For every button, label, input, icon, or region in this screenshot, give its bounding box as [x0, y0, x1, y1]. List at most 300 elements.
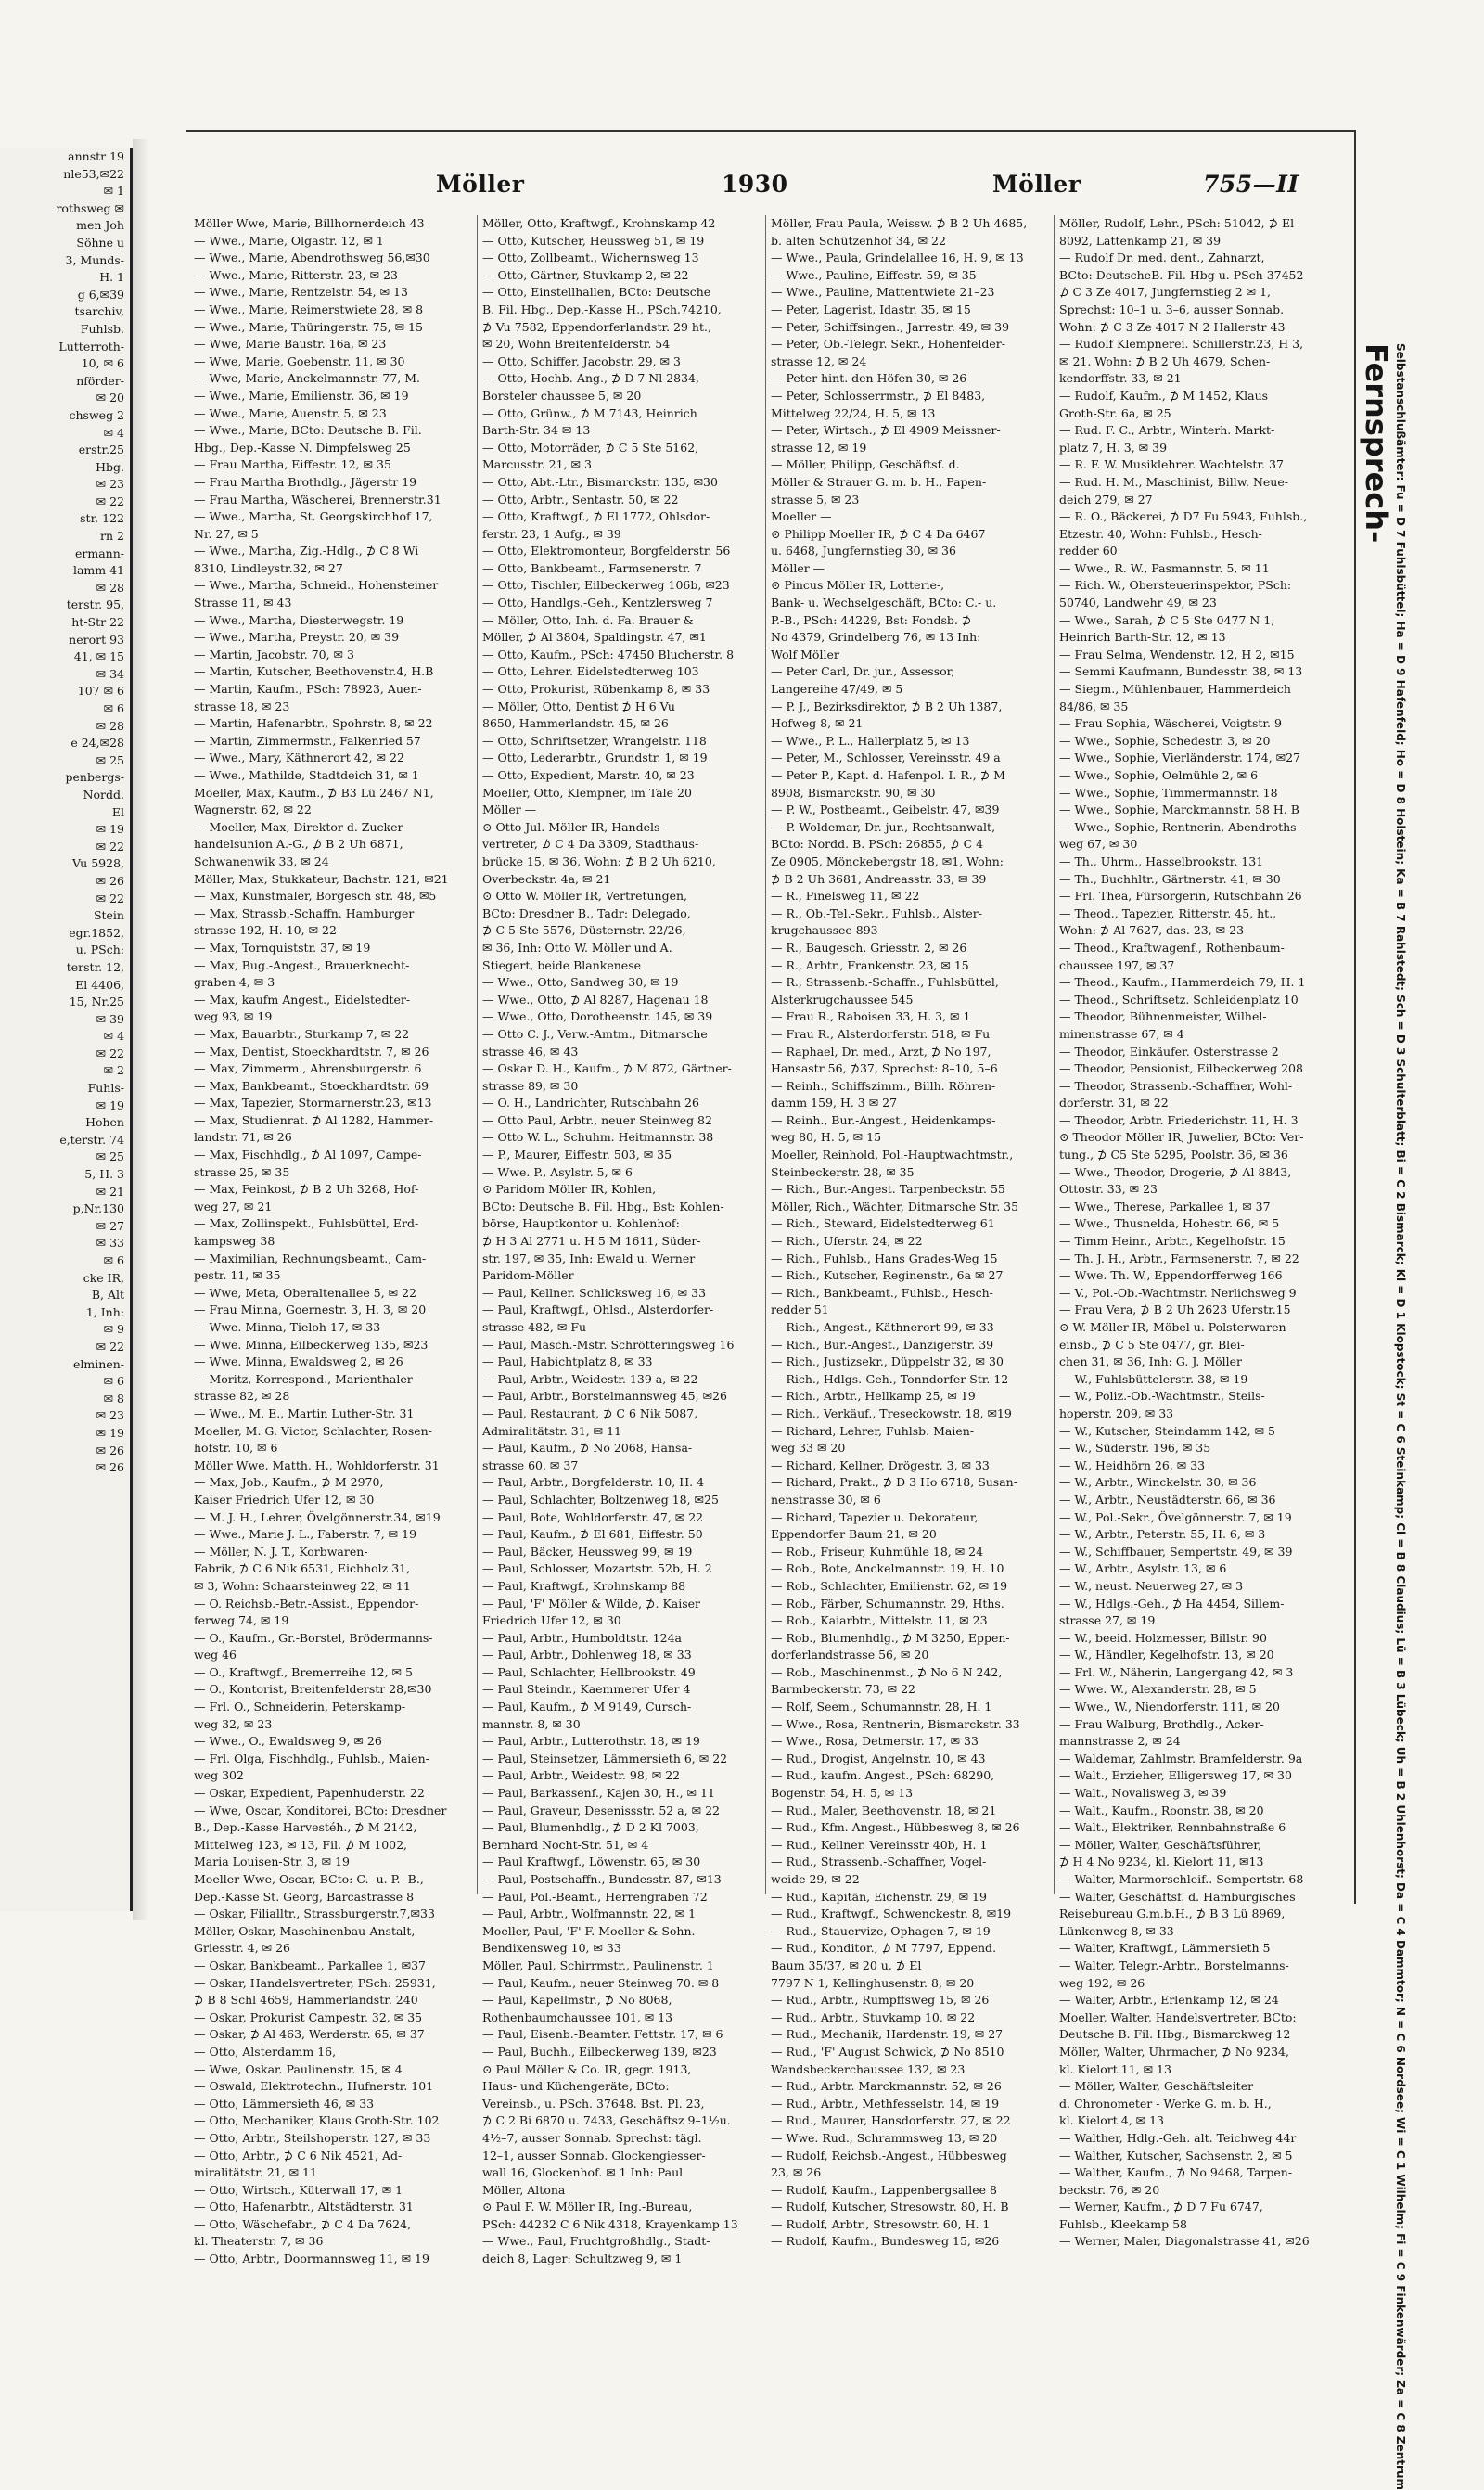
directory-entry-line: — Frau Vera, ⊅ B 2 Uh 2623 Uferstr.15 [1059, 1303, 1291, 1317]
directory-entry-line: Stiegert, beide Blankenese [482, 957, 642, 972]
left-page-line: tsarchiv, [74, 304, 124, 319]
directory-entry-line: — Otto, Schriftsetzer, Wrangelstr. 118 [482, 733, 707, 748]
directory-entry-line: — Rich., Arbtr., Hellkamp 25, ✉ 19 [771, 1389, 976, 1404]
directory-entry-line: Langereihe 47/49, ✉ 5 [771, 682, 903, 697]
left-page-line: p,Nr.130 [72, 1201, 124, 1216]
directory-entry-line: — Moeller, Max, Direktor d. Zucker- [194, 819, 407, 834]
directory-entry-line: — Walt., Erzieher, Elligersweg 17, ✉ 30 [1059, 1768, 1292, 1783]
directory-entry-line: 8092, Lattenkamp 21, ✉ 39 [1059, 233, 1222, 248]
column-4 [1059, 215, 1334, 2249]
directory-entry-line: Wohn: ⊅ Al 7627, das. 23, ✉ 23 [1059, 923, 1245, 938]
directory-entry-line: — Frl. Olga, Fischhdlg., Fuhlsb., Maien- [194, 1751, 429, 1765]
directory-entry-line: — Rich., Kutscher, Reginenstr., 6a ✉ 27 [771, 1268, 1004, 1283]
directory-entry-line: — Paul, Bote, Wohldorferstr. 47, ✉ 22 [482, 1509, 704, 1524]
directory-entry-line: ferstr. 23, 1 Aufg., ✉ 39 [482, 526, 621, 541]
directory-entry-line: — P., Maurer, Eiffestr. 503, ✉ 35 [482, 1148, 672, 1162]
directory-entry-line: — W., Süderstr. 196, ✉ 35 [1059, 1441, 1211, 1456]
directory-entry-line: Möller, Otto, Kraftwgf., Krohnskamp 42 [482, 216, 716, 230]
directory-entry-line: — R., Pinelsweg 11, ✉ 22 [771, 889, 920, 904]
directory-entry-line: — W., neust. Neuerweg 27, ✉ 3 [1059, 1578, 1244, 1593]
directory-entry-line: 84/86, ✉ 35 [1059, 699, 1129, 713]
directory-entry-line: — Timm Heinr., Arbtr., Kegelhofstr. 15 [1059, 1234, 1286, 1249]
directory-entry-line: — Frl. W., Näherin, Langergang 42, ✉ 3 [1059, 1664, 1294, 1679]
left-page-line: ✉ 22 [96, 1046, 124, 1060]
left-page-line: ✉ 23 [96, 477, 124, 492]
directory-entry-line: — Walter, Kraftwgf., Lämmersieth 5 [1059, 1941, 1271, 1956]
directory-entry-line: — Otto W. L., Schuhm. Heitmannstr. 38 [482, 1130, 714, 1145]
left-page-line: str. 122 [80, 511, 124, 526]
directory-entry-line: — Rud., Arbtr., Methfesselstr. 14, ✉ 19 [771, 2096, 1000, 2111]
directory-entry-line: — Walt., Elektriker, Rennbahnstraße 6 [1059, 1820, 1286, 1835]
book-gutter [133, 139, 149, 1920]
directory-entry-line: Wandsbeckerchaussee 132, ✉ 23 [771, 2061, 966, 2076]
directory-entry-line: — Richard, Kellner, Drögestr. 3, ✉ 33 [771, 1457, 990, 1472]
directory-entry-line: Lünkenweg 8, ✉ 33 [1059, 1923, 1174, 1938]
left-page-line: ermann- [74, 545, 124, 560]
directory-entry-line: ⊙ W. Möller IR, Möbel u. Polsterwaren- [1059, 1320, 1290, 1334]
directory-entry-line: — Maximilian, Rechnungsbeamt., Cam- [194, 1251, 427, 1265]
directory-entry-line: ⊙ Otto W. Möller IR, Vertretungen, [482, 889, 688, 904]
directory-entry-line: Sprechst: 10–1 u. 3–6, ausser Sonnab. [1059, 302, 1285, 316]
directory-entry-line: — Frau Selma, Wendenstr. 12, H 2, ✉15 [1059, 647, 1295, 661]
directory-entry-line: — Wwe., Marie J. L., Faberstr. 7, ✉ 19 [194, 1527, 417, 1542]
directory-entry-line: Wolf Möller [771, 647, 839, 661]
left-page-line: ✉ 4 [103, 1029, 124, 1044]
directory-entry-line: — Oskar, ⊅ Al 463, Werderstr. 65, ✉ 37 [194, 2027, 425, 2042]
directory-entry-line: — Paul, Buchh., Eilbeckerweg 139, ✉23 [482, 2044, 717, 2059]
directory-entry-line: — V., Pol.-Ob.-Wachtmstr. Nerlichsweg 9 [1059, 1285, 1297, 1300]
directory-entry-line: — Frau Sophia, Wäscherei, Voigtstr. 9 [1059, 716, 1282, 731]
directory-entry-line: — Walt., Novalisweg 3, ✉ 39 [1059, 1786, 1227, 1801]
directory-entry-line: — Rudolf Klempnerei. Schillerstr.23, H 3, [1059, 337, 1304, 352]
left-page-line: chsweg 2 [69, 407, 124, 422]
directory-entry-line: — Rich., Bur.-Angest. Tarpenbeckstr. 55 [771, 1182, 1005, 1197]
directory-entry-line: — P. J., Bezirksdirektor, ⊅ B 2 Uh 1387, [771, 699, 1003, 713]
directory-entry-line: — Oswald, Elektrotechn., Hufnerstr. 101 [194, 2079, 434, 2094]
directory-entry-line: ⊅ C 2 Bi 6870 u. 7433, Geschäftsz 9–1½u. [482, 2113, 731, 2128]
left-page-line: Hbg. [96, 459, 124, 474]
directory-entry-line: ✉ 36, Inh: Otto W. Möller und A. [482, 940, 672, 955]
directory-entry-line: — Wwe., Pauline, Mattentwiete 21–23 [771, 285, 995, 300]
column-divider [477, 215, 478, 1894]
directory-entry-line: — Otto, Mechaniker, Klaus Groth-Str. 102 [194, 2113, 440, 2128]
directory-entry-line: strasse 12, ✉ 19 [771, 440, 867, 455]
directory-entry-line: strasse 5, ✉ 23 [771, 492, 860, 507]
directory-entry-line: Möller, Frau Paula, Weissw. ⊅ B 2 Uh 4685, [771, 216, 1028, 230]
directory-entry-line: — Rud., Kfm. Angest., Hübbesweg 8, ✉ 26 [771, 1820, 1020, 1835]
left-page-line: Vu 5928, [71, 856, 124, 871]
left-page-line: Stein [93, 908, 124, 923]
directory-entry-line: dorferlandstrasse 56, ✉ 20 [771, 1648, 929, 1662]
directory-entry-line: — Wwe., Marie, Emilienstr. 36, ✉ 19 [194, 388, 409, 403]
left-page-line: ✉ 27 [96, 1218, 124, 1233]
header-page-number: 755—II [1203, 171, 1299, 198]
directory-entry-line: — Paul, Barkassenf., Kajen 30, H., ✉ 11 [482, 1786, 715, 1801]
directory-entry-line: Overbeckstr. 4a, ✉ 21 [482, 871, 611, 886]
left-page-line: 3, Munds- [65, 252, 124, 267]
directory-entry-line: — W., Arbtr., Asylstr. 13, ✉ 6 [1059, 1561, 1227, 1576]
directory-entry-line: hoperstr. 209, ✉ 33 [1059, 1405, 1174, 1420]
left-page-line: ✉ 6 [103, 701, 124, 715]
directory-entry-line: Deutsche B. Fil. Hbg., Bismarckweg 12 [1059, 2027, 1291, 2042]
left-page-line: ✉ 23 [96, 1408, 124, 1423]
directory-entry-line: — Frau Martha, Eiffestr. 12, ✉ 35 [194, 457, 391, 472]
directory-entry-line: ⊅ B 2 Uh 3681, Andreasstr. 33, ✉ 39 [771, 871, 987, 886]
directory-entry-line: — Rudolf, Reichsb.-Angest., Hübbesweg [771, 2148, 1007, 2163]
left-page-line: ✉ 22 [96, 891, 124, 905]
directory-entry-line: — Paul, Arbtr., Weidestr. 139 a, ✉ 22 [482, 1371, 698, 1386]
directory-entry-line: — Peter, Ob.-Telegr. Sekr., Hohenfelder- [771, 337, 1006, 352]
directory-entry-line: landstr. 71, ✉ 26 [194, 1130, 292, 1145]
directory-entry-line: — Richard, Lehrer, Fuhlsb. Maien- [771, 1423, 975, 1438]
directory-entry-line: PSch: 44232 C 6 Nik 4318, Krayenkamp 13 [482, 2216, 738, 2231]
directory-entry-line: — Walter, Telegr.-Arbtr., Borstelmanns- [1059, 1957, 1289, 1972]
directory-entry-line: — Th. J. H., Arbtr., Farmsenerstr. 7, ✉ 22 [1059, 1251, 1299, 1265]
directory-entry-line: Moeller, Max, Kaufm., ⊅ B3 Lü 2467 N1, [194, 785, 434, 800]
directory-entry-line: B., Dep.-Kasse Harvestéh., ⊅ M 2142, [194, 1820, 417, 1835]
directory-entry-line: — Möller, Otto, Dentist ⊅ H 6 Vu [482, 699, 675, 713]
directory-entry-line: strasse 46, ✉ 43 [482, 1044, 579, 1059]
left-page-line: 107 ✉ 6 [77, 684, 124, 699]
directory-entry-line: — Wwe., Paul, Fruchtgroßhdlg., Stadt- [482, 2234, 710, 2249]
directory-entry-line: — Max, Zollinspekt., Fuhlsbüttel, Erd- [194, 1216, 419, 1231]
directory-entry-line: ⊙ Paul Möller & Co. IR, gegr. 1913, [482, 2061, 692, 2076]
directory-entry-line: weg 93, ✉ 19 [194, 1009, 273, 1024]
directory-entry-line: ⊙ Philipp Moeller IR, ⊅ C 4 Da 6467 [771, 526, 986, 541]
directory-entry-line: — Wwe., Marie, Reimerstwiete 28, ✉ 8 [194, 302, 424, 316]
directory-entry-line: — Otto, Grünw., ⊅ M 7143, Heinrich [482, 405, 697, 420]
directory-entry-line: Haus- und Küchengeräte, BCto: [482, 2079, 670, 2094]
directory-entry-line: — Wwe, Marie, Goebenstr. 11, ✉ 30 [194, 353, 405, 368]
left-page-line: u. PSch: [75, 943, 124, 957]
directory-entry-line: — Wwe., Pauline, Eiffestr. 59, ✉ 35 [771, 267, 977, 282]
directory-entry-line: Heinrich Barth-Str. 12, ✉ 13 [1059, 630, 1226, 645]
directory-entry-line: — Paul, Schlosser, Mozartstr. 52b, H. 2 [482, 1561, 712, 1576]
directory-entry-line: — Martin, Jacobstr. 70, ✉ 3 [194, 647, 354, 661]
directory-entry-line: — Rud., Arbtr. Marckmannstr. 52, ✉ 26 [771, 2079, 1002, 2094]
directory-entry-line: — M. J. H., Lehrer, Övelgönnerstr.34, ✉19 [194, 1509, 441, 1524]
directory-entry-line: — Wwe, Meta, Oberaltenallee 5, ✉ 22 [194, 1285, 416, 1300]
directory-entry-line: — Otto, Handlgs.-Geh., Kentzlersweg 7 [482, 596, 713, 610]
directory-entry-line: — Oskar, Prokurist Campestr. 32, ✉ 35 [194, 2009, 423, 2024]
directory-entry-line: Möller Wwe. Matth. H., Wohldorferstr. 31 [194, 1457, 440, 1472]
left-page-line: ✉ 2 [103, 1063, 124, 1078]
column-divider [765, 215, 766, 1894]
directory-entry-line: — Moritz, Korrespond., Marienthaler- [194, 1371, 416, 1386]
directory-entry-line: ⊙ Otto Jul. Möller IR, Handels- [482, 819, 664, 834]
directory-entry-line: — Max, Bauarbtr., Sturkamp 7, ✉ 22 [194, 1026, 410, 1041]
directory-entry-line: — Th., Uhrm., Hasselbrookstr. 131 [1059, 854, 1264, 868]
directory-entry-line: — W., Pol.-Sekr., Övelgönnerstr. 7, ✉ 19 [1059, 1509, 1292, 1524]
directory-entry-line: strasse 82, ✉ 28 [194, 1389, 290, 1404]
directory-entry-line: Möller, Altona [482, 2182, 566, 2197]
directory-entry-line: — Möller, N. J. T., Korbwaren- [194, 1544, 368, 1559]
left-page-line: 15, Nr.25 [69, 995, 124, 1009]
directory-entry-line: — Theod., Tapezier, Ritterstr. 45, ht., [1059, 905, 1277, 920]
directory-entry-line: — Paul Steindr., Kaemmerer Ufer 4 [482, 1682, 691, 1697]
left-page-line: 41, ✉ 15 [73, 649, 124, 664]
directory-entry-line: — Theodor, Einkäufer. Osterstrasse 2 [1059, 1044, 1279, 1059]
directory-entry-line: Mittelweg 22/24, H. 5, ✉ 13 [771, 405, 936, 420]
directory-entry-line: ⊙ Paul F. W. Möller IR, Ing.-Bureau, [482, 2200, 693, 2214]
directory-entry-line: — Peter Carl, Dr. jur., Assessor, [771, 664, 955, 679]
directory-entry-line: — Rob., Schlachter, Emilienstr. 62, ✉ 19 [771, 1578, 1008, 1593]
directory-entry-line: — Raphael, Dr. med., Arzt, ⊅ No 197, [771, 1044, 991, 1059]
directory-entry-line: — Paul, Postschaffn., Bundesstr. 87, ✉13 [482, 1872, 722, 1886]
directory-entry-line: — Otto, Lehrer. Eidelstedterweg 103 [482, 664, 699, 679]
left-page-line: annstr 19 [68, 149, 124, 163]
directory-entry-line: — Wwe., Marie, Auenstr. 5, ✉ 23 [194, 405, 387, 420]
directory-entry-line: — Otto, Arbtr., Sentastr. 50, ✉ 22 [482, 492, 679, 507]
directory-entry-line: strasse 192, H. 10, ✉ 22 [194, 923, 337, 938]
left-page-line: ✉ 34 [96, 666, 124, 681]
directory-entry-line: kl. Theaterstr. 7, ✉ 36 [194, 2234, 324, 2249]
directory-entry-line: kl. Kielort 11, ✉ 13 [1059, 2061, 1171, 2076]
directory-entry-line: — Max, Bug.-Angest., Brauerknecht- [194, 957, 410, 972]
directory-entry-line: Vereinsb., u. PSch. 37648. Bst. Pl. 23, [482, 2096, 705, 2111]
directory-entry-line: — Paul, Masch.-Mstr. Schrötteringsweg 16 [482, 1337, 735, 1352]
directory-entry-line: — Otto, Gärtner, Stuvkamp 2, ✉ 22 [482, 267, 689, 282]
directory-entry-line: — Wwe., Sophie, Marckmannstr. 58 H. B [1059, 802, 1299, 817]
directory-entry-line: — Rud., Maler, Beethovenstr. 18, ✉ 21 [771, 1803, 997, 1817]
directory-entry-line: — Wwe., Sophie, Schedestr. 3, ✉ 20 [1059, 733, 1271, 748]
directory-entry-line: — Wwe., Mary, Käthnerort 42, ✉ 22 [194, 751, 404, 765]
left-page-line: ✉ 28 [96, 580, 124, 595]
directory-entry-line: — Rob., Bote, Anckelmannstr. 19, H. 10 [771, 1561, 1004, 1576]
directory-entry-line: — Rich. W., Obersteuerinspektor, PSch: [1059, 578, 1292, 593]
directory-entry-line: weg 192, ✉ 26 [1059, 1975, 1145, 1990]
left-page-fragment [0, 148, 133, 1911]
left-page-line: ✉ 22 [96, 1339, 124, 1354]
directory-entry-line: — Wwe. Th. W., Eppendorfferweg 166 [1059, 1268, 1283, 1283]
left-page-line: terstr. 12, [66, 959, 124, 974]
header-right-name: Möller [992, 171, 1081, 198]
directory-entry-line: mannstrasse 2, ✉ 24 [1059, 1734, 1181, 1749]
directory-entry-line: — Paul, 'F' Möller & Wilde, ⊅. Kaiser [482, 1596, 701, 1611]
directory-entry-line: — Rob., Färber, Schumannstr. 29, Hths. [771, 1596, 1004, 1611]
directory-entry-line: — Wwe., Marie, Ritterstr. 23, ✉ 23 [194, 267, 398, 282]
directory-entry-line: — Frl. O., Schneiderin, Peterskamp- [194, 1700, 406, 1714]
directory-entry-line: 4½–7, ausser Sonnab. Sprechst: tägl. [482, 2130, 702, 2145]
directory-entry-line: — P. W., Postbeamt., Geibelstr. 47, ✉39 [771, 802, 1000, 817]
directory-entry-line: — Walther, Hdlg.-Geh. alt. Teichweg 44r [1059, 2130, 1297, 2145]
directory-entry-line: — Wwe., Marie, Rentzelstr. 54, ✉ 13 [194, 285, 408, 300]
directory-entry-line: — Theodor, Bühnenmeister, Wilhel- [1059, 1009, 1267, 1024]
directory-entry-line: weide 29, ✉ 22 [771, 1872, 860, 1886]
directory-entry-line: — Otto, Kraftwgf., ⊅ El 1772, Ohlsdor- [482, 509, 710, 524]
directory-entry-line: — Wwe. P., Asylstr. 5, ✉ 6 [482, 1164, 633, 1179]
directory-entry-line: — Wwe., Sarah, ⊅ C 5 Ste 0477 N 1, [1059, 612, 1275, 627]
directory-entry-line: — Rich., Steward, Eidelstedterweg 61 [771, 1216, 995, 1231]
directory-entry-line: — Wwe., Martha, Schneid., Hohensteiner [194, 578, 439, 593]
left-page-line: ✉ 28 [96, 718, 124, 733]
directory-entry-line: BCto: Nordd. B. PSch: 26855, ⊅ C 4 [771, 837, 984, 852]
left-page-line: ✉ 21 [96, 1184, 124, 1199]
directory-entry-line: — Oskar, Handelsvertreter, PSch: 25931, [194, 1975, 436, 1990]
left-page-line: Fuhls- [87, 1081, 124, 1096]
directory-entry-line: handelsunion A.-G., ⊅ B 2 Uh 6871, [194, 837, 403, 852]
directory-entry-line: redder 51 [771, 1303, 829, 1317]
directory-entry-line: Möller, Max, Stukkateur, Bachstr. 121, ✉21 [194, 871, 449, 886]
directory-entry-line: graben 4, ✉ 3 [194, 975, 275, 990]
directory-entry-line: — Frau Martha, Wäscherei, Brennerstr.31 [194, 492, 441, 507]
left-page-line: ✉ 25 [96, 752, 124, 767]
directory-entry-line: vertreter, ⊅ C 4 Da 3309, Stadthaus- [482, 837, 699, 852]
directory-entry-line: — R. O., Bäckerei, ⊅ D7 Fu 5943, Fuhlsb., [1059, 509, 1308, 524]
directory-entry-line: — Peter P., Kapt. d. Hafenpol. I. R., ⊅ M [771, 768, 1005, 782]
directory-entry-line: — Rud., Kapitän, Eichenstr. 29, ✉ 19 [771, 1889, 987, 1904]
directory-entry-line: — Rich., Angest., Käthnerort 99, ✉ 33 [771, 1320, 994, 1334]
directory-entry-line: — Paul, Arbtr., Borstelmannsweg 45, ✉26 [482, 1389, 727, 1404]
directory-entry-line: — Theod., Schriftsetz. Schleidenplatz 10 [1059, 992, 1298, 1007]
directory-entry-line: ⊅ C 3 Ze 4017, Jungfernstieg 2 ✉ 1, [1059, 285, 1271, 300]
left-page-line: 5, H. 3 [84, 1167, 124, 1182]
left-page-line: B, Alt [91, 1288, 124, 1303]
left-page-line: ✉ 1 [103, 184, 124, 199]
directory-entry-line: — Siegm., Mühlenbauer, Hammerdeich [1059, 682, 1291, 697]
directory-entry-line: — Rud., Kraftwgf., Schwenckestr. 8, ✉19 [771, 1906, 1012, 1921]
directory-entry-line: Barth-Str. 34 ✉ 13 [482, 423, 591, 438]
left-page-line: egr.1852, [69, 925, 124, 940]
directory-entry-line: — Rud., Arbtr., Rumpffsweg 15, ✉ 26 [771, 1993, 990, 2008]
directory-entry-line: — Wwe., Thusnelda, Hohestr. 66, ✉ 5 [1059, 1216, 1280, 1231]
left-page-line: nle53,✉22 [63, 166, 124, 181]
directory-entry-line: — Waldemar, Zahlmstr. Bramfelderstr. 9a [1059, 1751, 1303, 1765]
directory-entry-line: strasse 89, ✉ 30 [482, 1078, 579, 1093]
directory-entry-line: — Möller, Walter, Geschäftsleiter [1059, 2079, 1254, 2094]
left-page-line: Söhne u [76, 235, 124, 250]
directory-entry-line: Nr. 27, ✉ 5 [194, 526, 259, 541]
directory-entry-line: — Wwe., Martha, Zig.-Hdlg., ⊅ C 8 Wi [194, 544, 419, 558]
directory-entry-line: — Rudolf, Arbtr., Stresowstr. 60, H. 1 [771, 2216, 991, 2231]
directory-entry-line: — Oskar, Expedient, Papenhuderstr. 22 [194, 1786, 425, 1801]
directory-entry-line: — Rich., Fuhlsb., Hans Grades-Weg 15 [771, 1251, 998, 1265]
directory-entry-line: Moeller Wwe, Oscar, BCto: C.- u. P.- B., [194, 1872, 424, 1886]
directory-entry-line: — Wwe., M. E., Martin Luther-Str. 31 [194, 1405, 415, 1420]
directory-entry-line: — Wwe., Martha, St. Georgskirchhof 17, [194, 509, 433, 524]
left-page-line: penbergs- [65, 770, 124, 785]
directory-entry-line: — Paul, Kaufm., ⊅ El 681, Eiffestr. 50 [482, 1527, 703, 1542]
directory-entry-line: — Peter, Lagerist, Idastr. 35, ✉ 15 [771, 302, 971, 316]
directory-entry-line: Möller — [482, 802, 537, 817]
directory-entry-line: — Otto, Wäschefabr., ⊅ C 4 Da 7624, [194, 2216, 412, 2231]
left-page-line: Lutterroth- [58, 339, 124, 353]
directory-entry-line: — Walther, Kaufm., ⊅ No 9468, Tarpen- [1059, 2165, 1293, 2180]
directory-entry-line: — Rich., Verkäuf., Treseckowstr. 18, ✉19 [771, 1405, 1012, 1420]
directory-entry-line: Friedrich Ufer 12, ✉ 30 [482, 1613, 621, 1628]
directory-entry-line: — Wwe. Minna, Eilbeckerweg 135, ✉23 [194, 1337, 429, 1352]
directory-entry-line: BCto: DeutscheB. Fil. Hbg u. PSch 37452 [1059, 267, 1304, 282]
left-page-line: H. 1 [99, 270, 124, 285]
directory-entry-line: — Richard, Tapezier u. Dekorateur, [771, 1509, 979, 1524]
directory-entry-line: Admiralitätstr. 31, ✉ 11 [482, 1423, 621, 1438]
left-page-line: Fuhlsb. [80, 321, 124, 336]
left-page-line: e,terstr. 74 [59, 1132, 124, 1147]
directory-entry-line: No 4379, Grindelberg 76, ✉ 13 Inh: [771, 630, 981, 645]
directory-entry-line: — Rudolf, Kaufm., Bundesweg 15, ✉26 [771, 2234, 1000, 2249]
directory-entry-line: — Walter, Marmorschleif.. Sempertstr. 68 [1059, 1872, 1304, 1886]
directory-entry-line: — Theodor, Strassenb.-Schaffner, Wohl- [1059, 1078, 1293, 1093]
directory-entry-line: — Rud. H. M., Maschinist, Billw. Neue- [1059, 474, 1288, 489]
directory-entry-line: einsb., ⊅ C 5 Ste 0477, gr. Blei- [1059, 1337, 1245, 1352]
directory-entry-line: — Paul, Graveur, Desenissstr. 52 a, ✉ 22 [482, 1803, 720, 1817]
directory-entry-line: — Max, Bankbeamt., Stoeckhardtstr. 69 [194, 1078, 429, 1093]
directory-entry-line: miralitätstr. 21, ✉ 11 [194, 2165, 317, 2180]
left-page-line: El [111, 804, 124, 819]
directory-entry-line: — Wwe., Rosa, Detmerstr. 17, ✉ 33 [771, 1734, 979, 1749]
directory-entry-line: — Otto, Abt.-Ltr., Bismarckstr. 135, ✉30 [482, 474, 718, 489]
directory-entry-line: platz 7, H. 3, ✉ 39 [1059, 440, 1168, 455]
directory-entry-line: — Rob., Friseur, Kuhmühle 18, ✉ 24 [771, 1544, 984, 1559]
directory-entry-line: — Rolf, Seem., Schumannstr. 28, H. 1 [771, 1700, 992, 1714]
directory-entry-line: strasse 12, ✉ 24 [771, 353, 867, 368]
directory-entry-line: pestr. 11, ✉ 35 [194, 1268, 281, 1283]
sidebar-exchange-legend: Selbstanschlußämter: Fu = D 7 Fuhlsbüttel; Ha = D 9 Hafenfeld; Ho = D 8 Holstein; Ka = B 7 Rahlstedt; Sch = D 3 Schulterblatt; Bi = C 2 Bismarck; Kl = D 1 Klopstock; St = C 6 Steinkamp; Cl = B 8 Claudius; Lü = B 3 Lübeck; Uh = B 2 Uhlenhorst; Da = C 4 Dammtor; N = C 6 Nordsee; Wi = C 1 Wilhelm; Fi = C 9 Finkenwärder; Za = C 8 Zentrum [1394, 343, 1407, 2490]
directory-entry-line: — Wwe., Martha, Preystr. 20, ✉ 39 [194, 630, 400, 645]
directory-entry-line: b. alten Schützenhof 34, ✉ 22 [771, 233, 946, 248]
directory-entry-line: — Rud., kaufm. Angest., PSch: 68290, [771, 1768, 995, 1783]
directory-entry-line: — Möller, Philipp, Geschäftsf. d. [771, 457, 960, 472]
directory-entry-line: — R., Ob.-Tel.-Sekr., Fuhlsb., Alster- [771, 905, 982, 920]
directory-entry-line: 8650, Hammerlandstr. 45, ✉ 26 [482, 716, 669, 731]
directory-entry-line: tung., ⊅ C5 Ste 5295, Poolstr. 36, ✉ 36 [1059, 1148, 1288, 1162]
directory-entry-line: strasse 482, ✉ Fu [482, 1320, 587, 1334]
directory-entry-line: — Wwe. Minna, Tieloh 17, ✉ 33 [194, 1320, 381, 1334]
directory-entry-line: — Otto, Bankbeamt., Farmsenerstr. 7 [482, 560, 702, 575]
directory-entry-line: — Paul, Arbtr., Lutterothstr. 18, ✉ 19 [482, 1734, 700, 1749]
directory-entry-line: Möller Wwe, Marie, Billhornerdeich 43 [194, 216, 425, 230]
directory-entry-line: — Wwe., O., Ewaldsweg 9, ✉ 26 [194, 1734, 382, 1749]
directory-entry-line: — Möller, Walter, Geschäftsführer, [1059, 1837, 1261, 1852]
directory-entry-line: — Rudolf, Kaufm., Lappenbergsallee 8 [771, 2182, 997, 2197]
directory-entry-line: — Otto, Tischler, Eilbeckerweg 106b, ✉23 [482, 578, 730, 593]
directory-entry-line: Möller, Rudolf, Lehr., PSch: 51042, ⊅ El [1059, 216, 1295, 230]
directory-entry-line: — Martin, Zimmermstr., Falkenried 57 [194, 733, 421, 748]
directory-entry-line: — Werner, Maler, Diagonalstrasse 41, ✉26 [1059, 2234, 1310, 2249]
directory-entry-line: Ze 0905, Mönckebergstr 18, ✉1, Wohn: [771, 854, 1004, 868]
directory-entry-line: — Rich., Bankbeamt., Fuhlsb., Hesch- [771, 1285, 993, 1300]
directory-entry-line: — Frau Walburg, Brothdlg., Acker- [1059, 1716, 1264, 1731]
directory-entry-line: Hbg., Dep.-Kasse N. Dimpfelsweg 25 [194, 440, 411, 455]
directory-entry-line: Steinbeckerstr. 28, ✉ 35 [771, 1164, 915, 1179]
directory-entry-line: — Paul, Kaufm., ⊅ M 9149, Cursch- [482, 1700, 692, 1714]
directory-entry-line: — Walt., Kaufm., Roonstr. 38, ✉ 20 [1059, 1803, 1264, 1817]
directory-page [186, 130, 1356, 2266]
column-1 [194, 215, 468, 2266]
directory-entry-line: — Peter, M., Schlosser, Vereinsstr. 49 a [771, 751, 1001, 765]
directory-entry-line: — Otto, Lämmersieth 46, ✉ 33 [194, 2096, 375, 2111]
directory-entry-line: — Wwe., R. W., Pasmannstr. 5, ✉ 11 [1059, 560, 1270, 575]
directory-entry-line: ⊙ Paridom Möller IR, Kohlen, [482, 1182, 657, 1197]
directory-entry-line: nenstrasse 30, ✉ 6 [771, 1492, 881, 1507]
directory-entry-line: börse, Hauptkontor u. Kohlenhof: [482, 1216, 680, 1231]
directory-entry-line: Möller, Paul, Schirrmstr., Paulinenstr. 1 [482, 1957, 714, 1972]
directory-entry-line: Möller — [771, 560, 825, 575]
directory-entry-line: — Oskar D. H., Kaufm., ⊅ M 872, Gärtner- [482, 1061, 732, 1076]
header-year: 1930 [722, 171, 788, 198]
left-page-line: ht-Str 22 [71, 615, 124, 630]
directory-entry-line: Borsteler chaussee 5, ✉ 20 [482, 388, 642, 403]
directory-entry-line: Wagnerstr. 62, ✉ 22 [194, 802, 312, 817]
directory-entry-line: kendorffstr. 33, ✉ 21 [1059, 371, 1182, 386]
directory-entry-line: — Semmi Kaufmann, Bundesstr. 38, ✉ 13 [1059, 664, 1303, 679]
column-2 [482, 215, 757, 2266]
directory-entry-line: — Wwe., Theodor, Drogerie, ⊅ Al 8843, [1059, 1164, 1292, 1179]
sidebar-title: Fernsprech- [1359, 343, 1394, 544]
directory-entry-line: — O., Kraftwgf., Bremerreihe 12, ✉ 5 [194, 1664, 413, 1679]
directory-entry-line: — Max, Dentist, Stoeckhardtstr. 7, ✉ 26 [194, 1044, 429, 1059]
directory-entry-line: — Otto, Lederarbtr., Grundstr. 1, ✉ 19 [482, 751, 708, 765]
